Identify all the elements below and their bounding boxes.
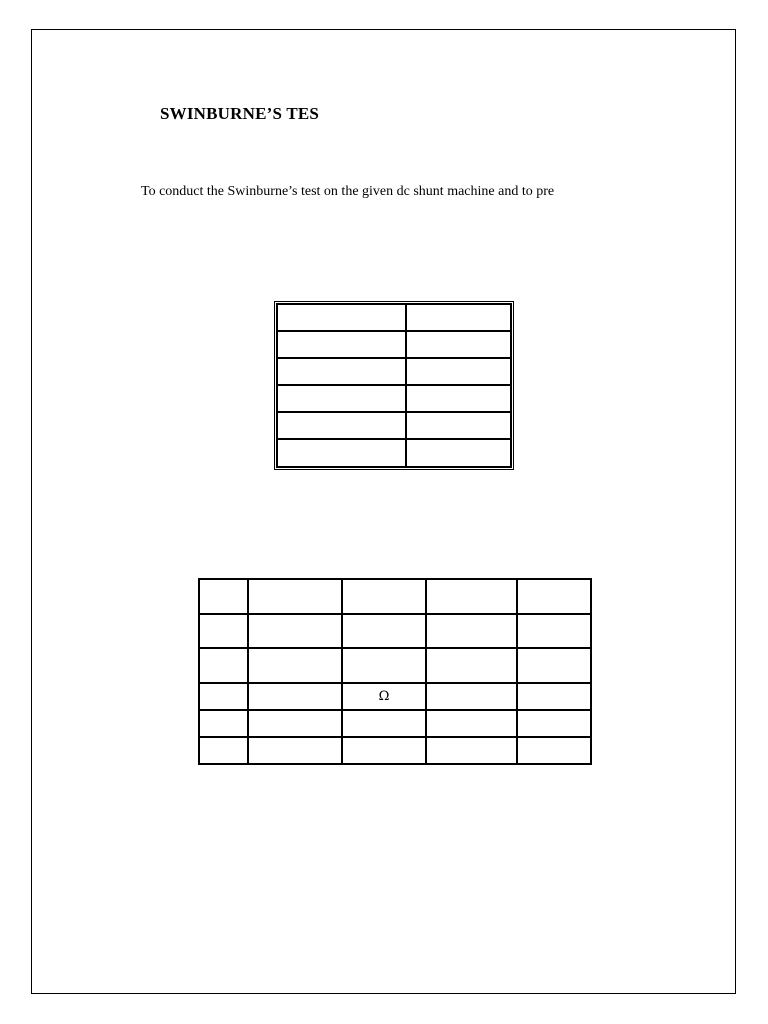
table-cell xyxy=(426,683,517,710)
table-cell xyxy=(342,614,426,648)
document-title: SWINBURNE’S TES xyxy=(160,104,320,123)
table-cell xyxy=(277,385,406,412)
table-cell xyxy=(199,614,248,648)
table-cell xyxy=(199,683,248,710)
table-cell xyxy=(199,737,248,764)
table-cell xyxy=(277,439,406,467)
table-row xyxy=(199,648,591,683)
table-cell xyxy=(406,358,511,385)
table-cell xyxy=(517,579,591,614)
table-cell xyxy=(277,304,406,331)
table-cell xyxy=(248,710,342,737)
table-cell xyxy=(426,737,517,764)
table-cell xyxy=(248,737,342,764)
table-cell xyxy=(248,683,342,710)
table-cell xyxy=(199,710,248,737)
table-cell xyxy=(248,614,342,648)
table-cell xyxy=(517,683,591,710)
table-row xyxy=(277,412,511,439)
table-cell xyxy=(517,614,591,648)
table-row xyxy=(199,614,591,648)
table-row xyxy=(199,737,591,764)
table-cell xyxy=(342,648,426,683)
table-row xyxy=(277,304,511,331)
table-cell xyxy=(517,710,591,737)
table-cell xyxy=(342,579,426,614)
apparatus-table xyxy=(276,303,512,468)
table-cell xyxy=(199,648,248,683)
observation-table xyxy=(198,578,592,765)
table-row xyxy=(277,331,511,358)
table-cell xyxy=(517,737,591,764)
table-cell xyxy=(199,579,248,614)
table-cell xyxy=(406,331,511,358)
table-row xyxy=(277,385,511,412)
table-cell xyxy=(426,648,517,683)
table-cell xyxy=(248,648,342,683)
table-cell xyxy=(426,579,517,614)
table-cell xyxy=(277,412,406,439)
table-cell xyxy=(277,358,406,385)
table-cell xyxy=(426,614,517,648)
table-cell xyxy=(406,412,511,439)
table-cell xyxy=(406,304,511,331)
table-cell xyxy=(342,737,426,764)
page-border xyxy=(31,29,736,994)
table-cell xyxy=(406,439,511,467)
table-cell xyxy=(342,710,426,737)
table-cell xyxy=(248,579,342,614)
table-row xyxy=(277,358,511,385)
table-row xyxy=(199,683,591,710)
table-cell: Ω xyxy=(342,683,426,710)
table-row xyxy=(277,439,511,467)
table-cell xyxy=(277,331,406,358)
table-cell xyxy=(517,648,591,683)
aim-statement: To conduct the Swinburne’s test on the given dc shunt machine and to pre xyxy=(141,184,555,199)
table-row xyxy=(199,579,591,614)
table-row xyxy=(199,710,591,737)
table-cell xyxy=(426,710,517,737)
table-cell xyxy=(406,385,511,412)
